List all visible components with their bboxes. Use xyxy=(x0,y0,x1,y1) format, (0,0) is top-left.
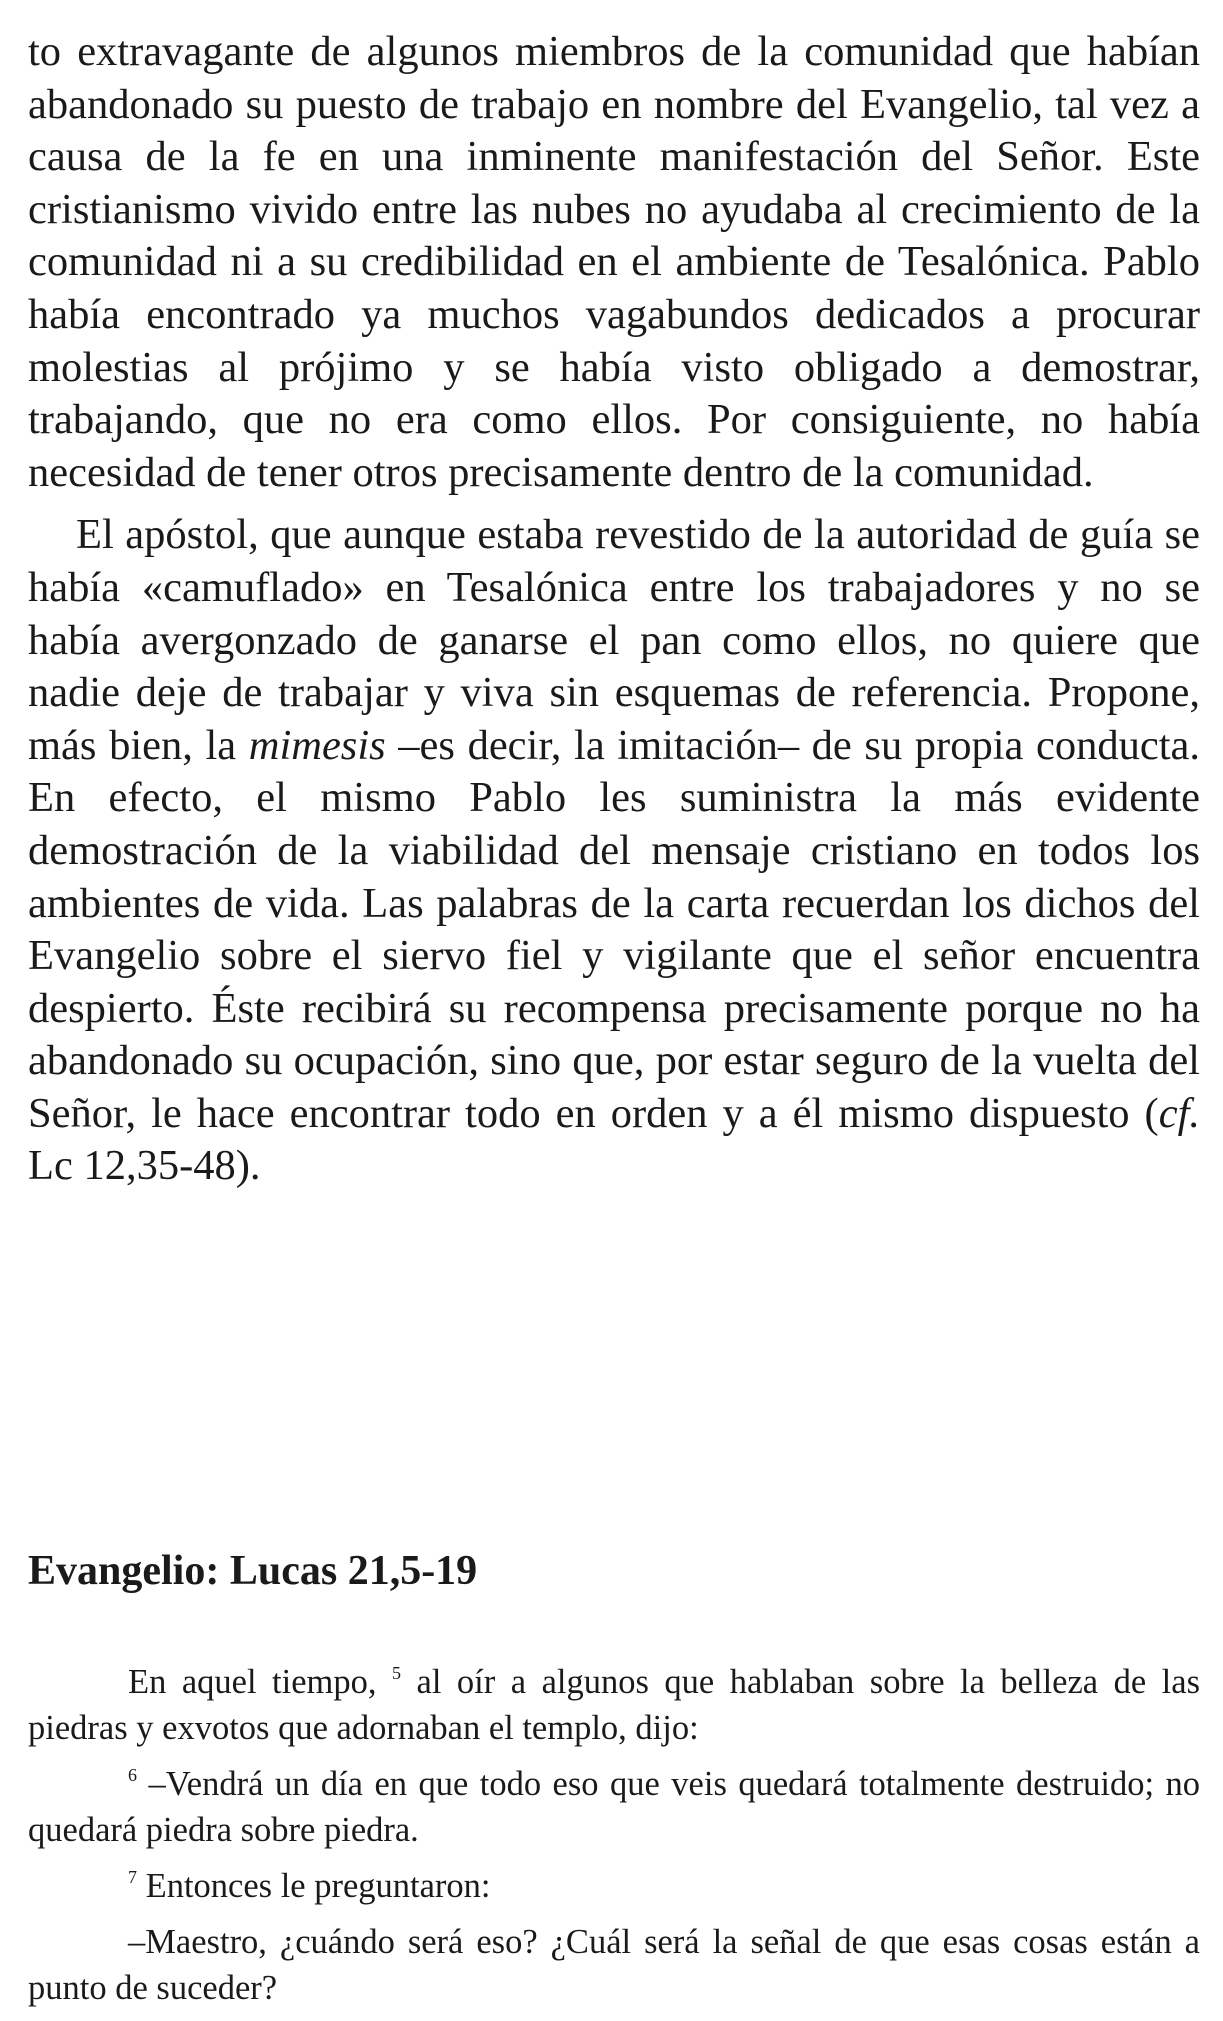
book-page xyxy=(28,26,1200,2007)
gospel-paragraph-3 xyxy=(28,1863,1200,1909)
verse-number-5: 5 xyxy=(392,1663,402,1683)
gospel-p3-text: Entonces le preguntaron: xyxy=(137,1867,491,1905)
mimesis-term: mimesis xyxy=(248,721,386,769)
gospel-p1-a: En aquel tiempo, xyxy=(128,1663,393,1701)
gospel-p2-text: –Vendrá un día en que todo eso que veis quedará totalmente destruido; no quedará piedra sobre piedra. xyxy=(28,1765,1200,1849)
paragraph-2-part-3: Lc 12,35-48). xyxy=(28,1142,261,1190)
gospel-passage xyxy=(28,1659,1200,2021)
paragraph-2-part-2: –es decir, la imitación– de su propia conducta. En efecto, el mismo Pablo les suministra la más evidente demostración de la viabilidad del mensaje cristiano en todos los ambientes de vida. Las palabras de la carta recuerdan los dichos del Evangelio sobre el siervo fiel y vigilante que el señor encuentra despierto. Éste recibirá su recompensa precisamente porque no ha abandonado su ocupación, sino que, por estar seguro de la vuelta del Señor, le hace encontrar todo en orden y a él mismo dispuesto ( xyxy=(28,721,1200,1137)
gospel-paragraph-1 xyxy=(28,1659,1200,1751)
gospel-paragraph-2 xyxy=(28,1761,1200,1853)
gospel-p1-b: al oír a algunos que hablaban sobre la belleza de las piedras y exvotos que adornaban el templo, dijo: xyxy=(28,1663,1200,1747)
paragraph-1-text: to extravagante de algunos miembros de la comunidad que habían abandonado su puesto de trabajo en nombre del Evangelio, tal vez a causa de la fe en una inminente manifestación del Señor. Este cristianismo vivido entre las nubes no ayudaba al crecimiento de la comunidad ni a su credibilidad en el ambiente de Tesalónica. Pablo había encontrado ya muchos vagabundos dedicados a procurar molestias al prójimo y se había visto obligado a demostrar, trabajando, que no era como ellos. Por consiguiente, no había necesidad de tener otros precisamente dentro de la comunidad. xyxy=(28,28,1200,496)
verse-number-6: 6 xyxy=(128,1765,137,1785)
gospel-paragraph-4 xyxy=(28,1919,1200,2011)
paragraph-2-part-1: El apóstol, que aunque estaba revestido de la autoridad de guía se había «camuflado» en Tesalónica entre los trabajadores y no se había avergonzado de ganarse el pan como ellos, no quiere que nadie deje de trabajar y viva sin esquemas de referencia. Propone, más bien, la xyxy=(28,511,1200,769)
verse-number-7: 7 xyxy=(128,1867,137,1887)
gospel-p4-text: –Maestro, ¿cuándo será eso? ¿Cuál será la señal de que esas cosas están a punto de suceder? xyxy=(28,1923,1200,2007)
body-paragraph-2 xyxy=(28,509,1200,1193)
cf-abbreviation: cf. xyxy=(1158,1089,1200,1137)
section-heading: Evangelio: Lucas 21,5-19 xyxy=(28,1548,478,1594)
body-paragraph-1 xyxy=(28,26,1200,499)
